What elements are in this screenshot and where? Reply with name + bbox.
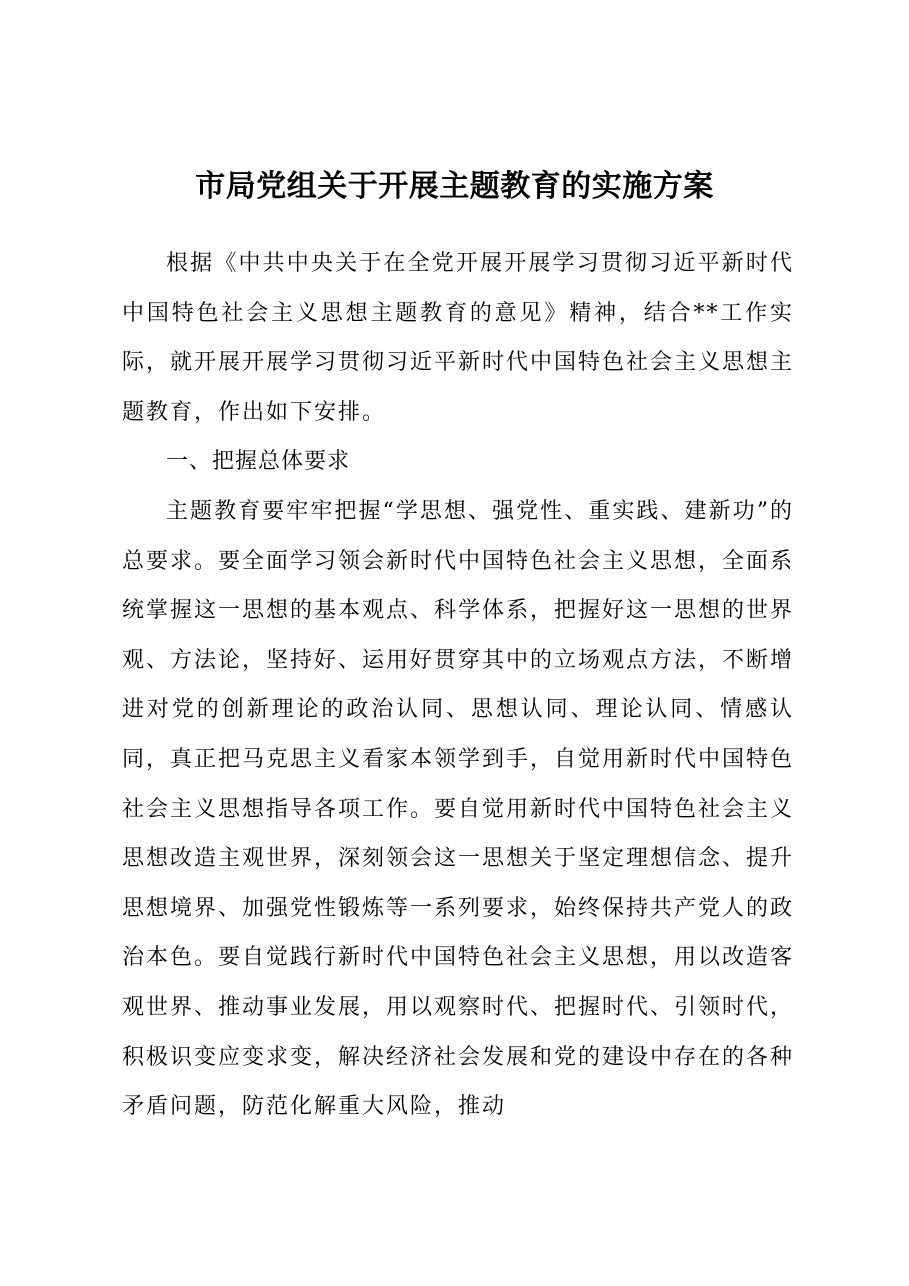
document-body bbox=[122, 239, 794, 1132]
document-title: 市局党组关于开展主题教育的实施方案 bbox=[195, 169, 714, 204]
section-heading: 一、把握总体要求 bbox=[166, 449, 351, 475]
body-paragraph: 主题教育要牢牢把握“学思想、强党性、重实践、建新功”的总要求。要全面学习领会新时代中国特色社会主义思想，全面系统掌握这一思想的基本观点、科学体系，把握好这一思想的世界观、方法论，坚持好、运用好贯穿其中的立场观点方法，不断增进对党的创新理论的政治认同、思想认同、理论认同、情感认同，真正把马克思主义看家本领学到手，自觉用新时代中国特色社会主义思想指导各项工作。要自觉用新时代中国特色社会主义思想改造主观世界，深刻领会这一思想关于坚定理想信念、提升思想境界、加强党性锻炼等一系列要求，始终保持共产党人的政治本色。要自觉践行新时代中国特色社会主义思想，用以改造客观世界、推动事业发展，用以观察时代、把握时代、引领时代，积极识变应变求变，解决经济社会发展和党的建设中存在的各种矛盾问题，防范化解重大风险，推动 bbox=[122, 498, 795, 1120]
intro-paragraph: 根据《中共中央关于在全党开展开展学习贯彻习近平新时代中国特色社会主义思想主题教育的意见》精神，结合**工作实际，就开展开展学习贯彻习近平新时代中国特色社会主义思想主题教育，作出如下安排。 bbox=[122, 251, 795, 425]
